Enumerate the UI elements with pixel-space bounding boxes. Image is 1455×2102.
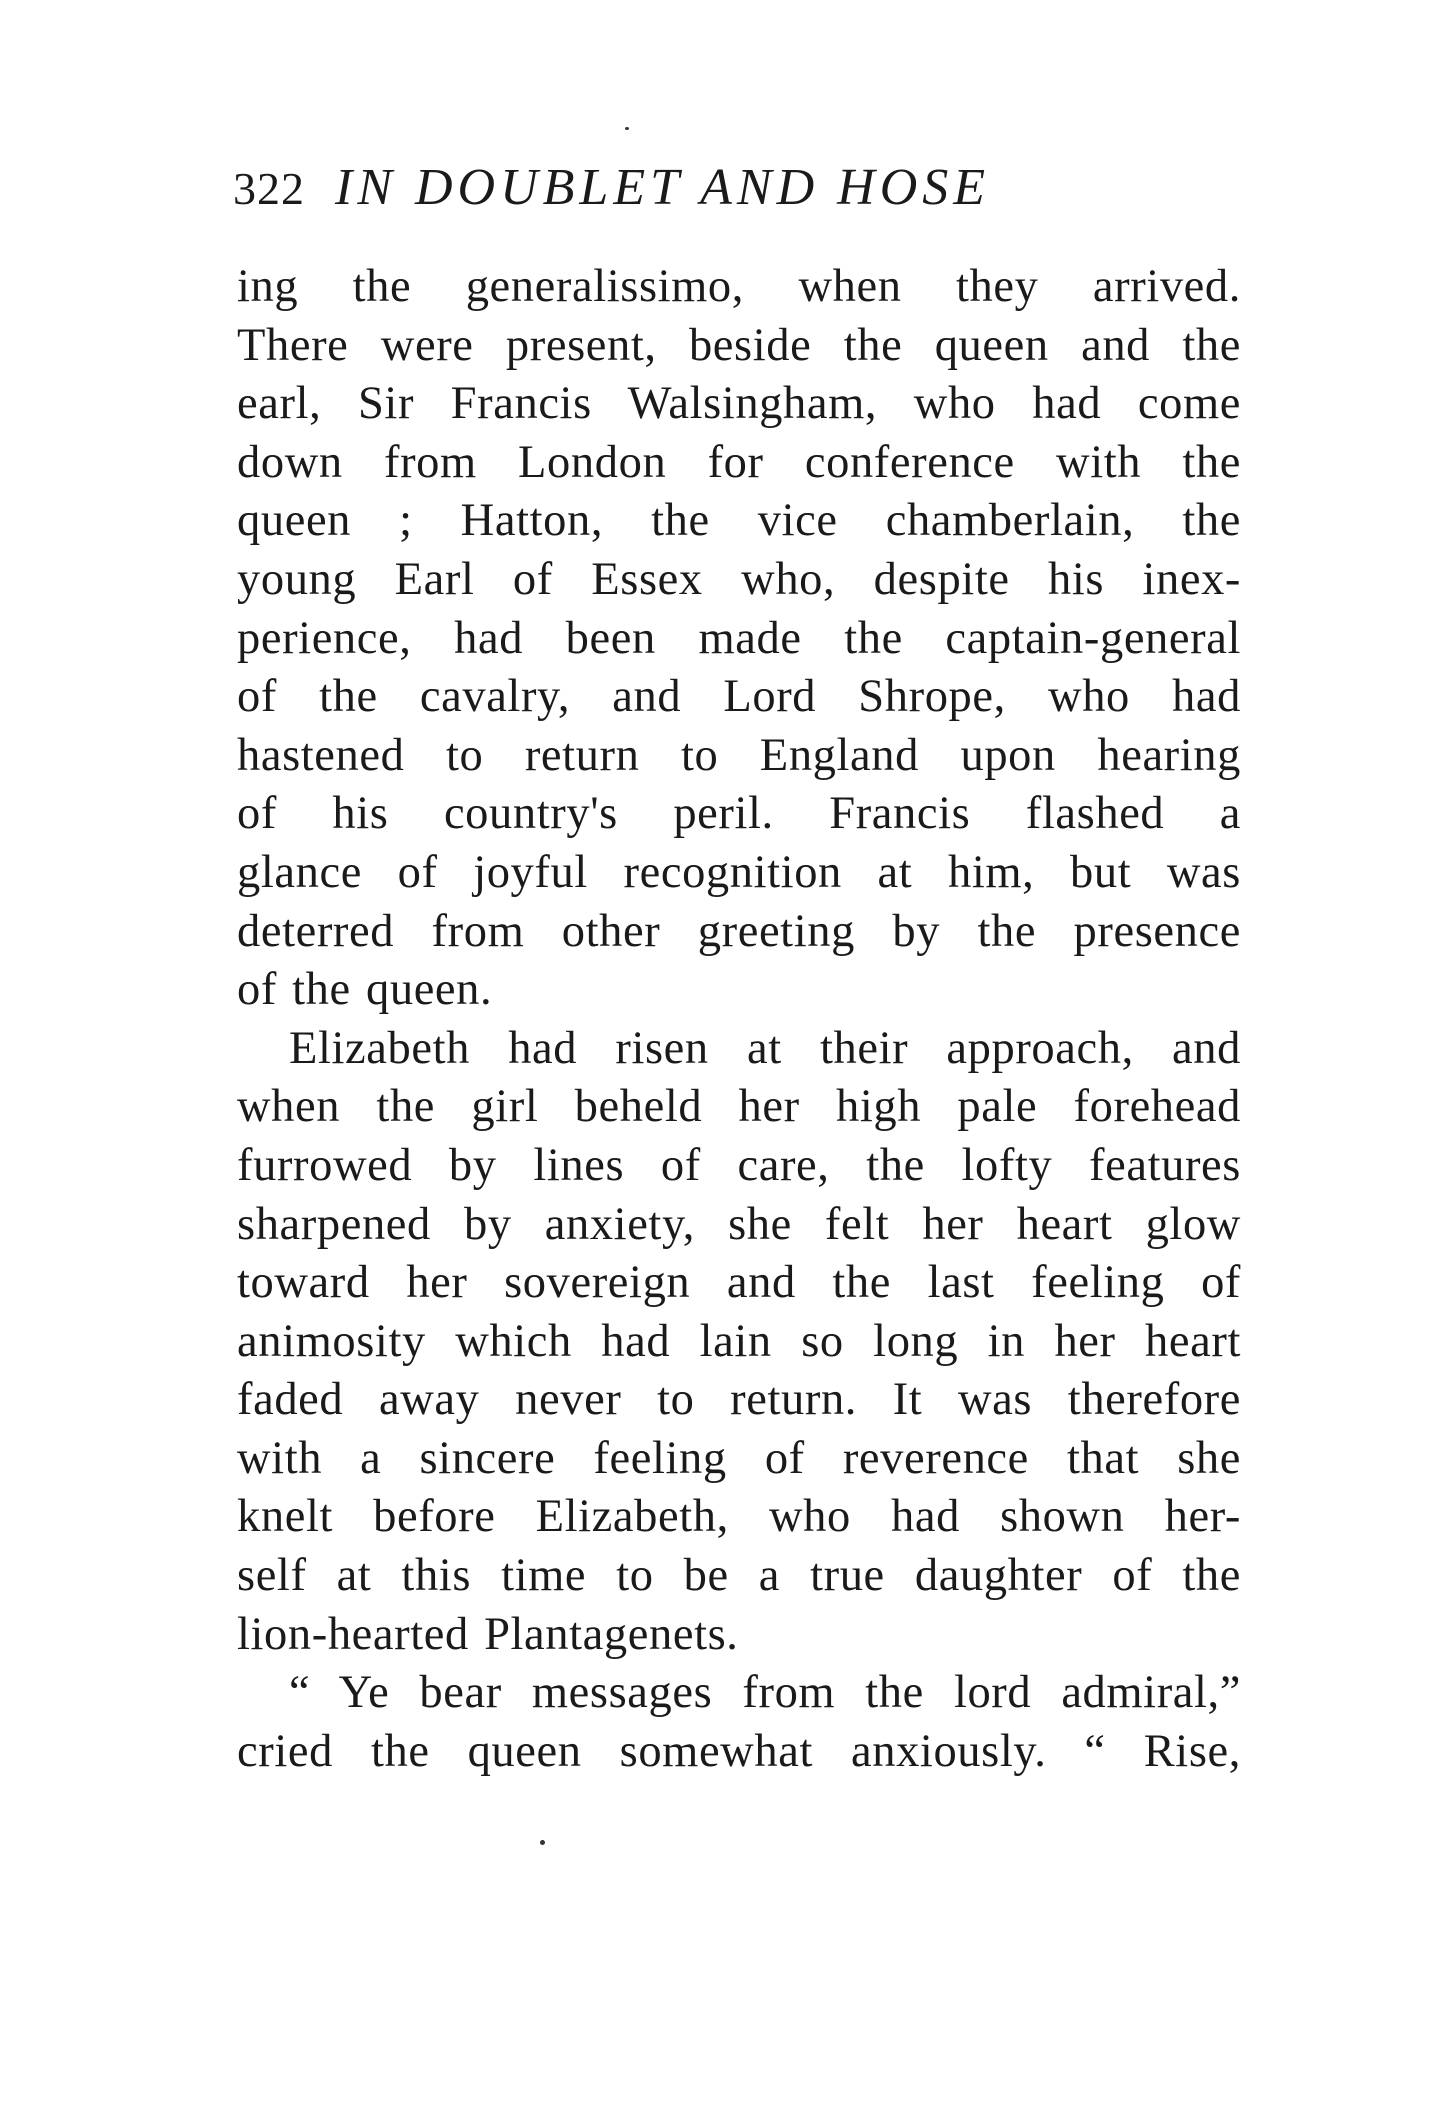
page-number: 322 <box>233 163 305 214</box>
running-title: IN DOUBLET AND HOSE <box>335 159 991 216</box>
text-line: cried the queen somewhat anxiously. “ Rise, <box>237 1725 1241 1777</box>
text-line: hastened to return to England upon hearing <box>237 729 1241 781</box>
text-line: earl, Sir Francis Walsingham, who had come <box>237 378 1241 430</box>
body-text <box>237 258 1241 1781</box>
text-line: furrowed by lines of care, the lofty features <box>237 1139 1241 1191</box>
text-line: of the queen. <box>237 964 493 1016</box>
print-speck <box>540 1840 545 1845</box>
text-line: of the cavalry, and Lord Shrope, who had <box>237 671 1241 723</box>
text-line: lion-hearted Plantagenets. <box>237 1608 739 1660</box>
text-line: queen ; Hatton, the vice chamberlain, the <box>237 495 1241 547</box>
text-line: “ Ye bear messages from the lord admiral,” <box>289 1667 1241 1719</box>
text-line: perience, had been made the captain-general <box>237 612 1241 664</box>
text-line: ing the generalissimo, when they arrived. <box>237 261 1241 312</box>
text-line: self at this time to be a true daughter of the <box>237 1550 1241 1602</box>
text-line: sharpened by anxiety, she felt her heart glow <box>237 1198 1241 1250</box>
page-header <box>233 158 1253 238</box>
text-line: knelt before Elizabeth, who had shown her- <box>237 1491 1241 1543</box>
text-line: There were present, beside the queen and the <box>237 319 1241 371</box>
text-line: young Earl of Essex who, despite his inex- <box>237 553 1241 605</box>
text-line: glance of joyful recognition at him, but was <box>237 846 1241 898</box>
text-line: Elizabeth had risen at their approach, and <box>289 1022 1241 1074</box>
text-line: faded away never to return. It was therefore <box>237 1374 1241 1426</box>
text-line: animosity which had lain so long in her heart <box>237 1315 1241 1367</box>
text-line: of his country's peril. Francis flashed a <box>237 788 1241 840</box>
text-line: deterred from other greeting by the presence <box>237 905 1241 957</box>
text-line: toward her sovereign and the last feeling of <box>237 1257 1241 1309</box>
text-line: when the girl beheld her high pale forehead <box>237 1081 1241 1133</box>
text-line: down from London for conference with the <box>237 436 1241 488</box>
text-line: with a sincere feeling of reverence that she <box>237 1432 1241 1484</box>
print-speck <box>625 127 629 130</box>
